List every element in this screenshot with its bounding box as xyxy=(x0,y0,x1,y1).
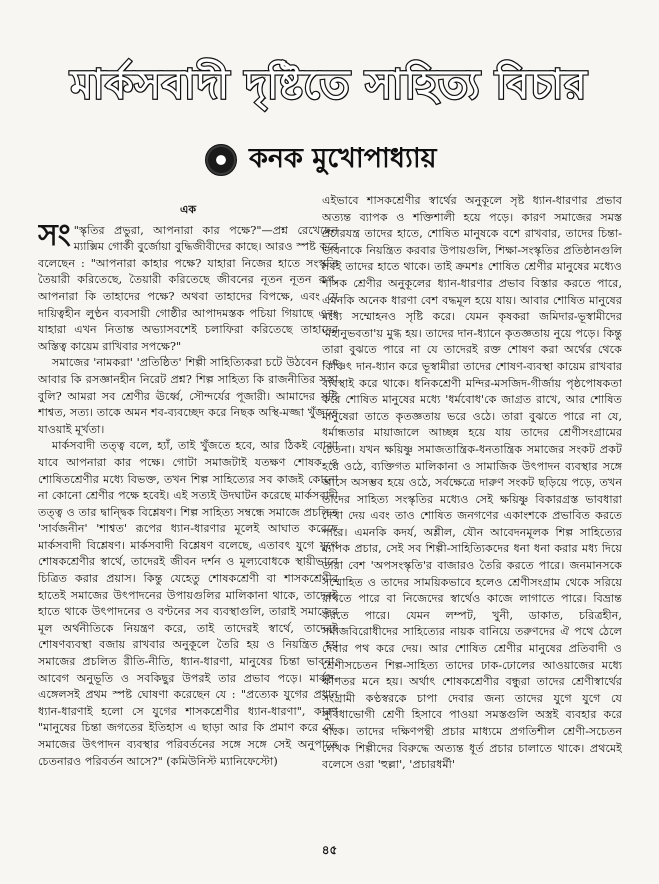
page-number: ৪৫ xyxy=(321,843,338,857)
left-paragraph-3: মার্কসবাদী তত্ত্ব বলে, হ্যাঁ, তাই খুঁজতে হবে, আর ঠিকই বোঝা যাবে আপনারা কার পক্ষে। গোটা সমাজটাই যতক্ষণ শোষক ও শোষিতশ্রেণীর মধ্যে বিভক্ত, তখন শিল্প সাহিত্যের সব কাজই কোনো না কোনো শ্রেণীর পক্ষে হবেই। এই সত্যই উদঘাটন করেছে মার্কসবাদী তত্ত্ব ও তার দ্বান্দ্বিক বিশ্লেষণ। শিল্প সাহিত্য সম্বন্ধে সমাজে প্রচলিত 'সার্বজনীন' 'শাশ্বত' রূপের ধ্যান-ধারণার মূলেই আঘাত করেছে মার্কসবাদী বিশ্লেষণ। মার্কসবাদী বিশ্লেষণ বলেছে, এতাবৎ যুগে যুগে শোষকশ্রেণীর স্বার্থে, তাদেরই জীবন দর্শন ও মূল্যবোধকে স্থায়ীভাবে চিত্রিত করার প্রয়াস। কিন্তু যেহেতু শোষকশ্রেণী বা শাসকশ্রেণীর হাতেই সমাজের উৎপাদনের উপায়গুলির মালিকানা থাকে, তাদেরই হাতে থাকে উৎপাদনের ও বণ্টনের সব ব্যবস্থাগুলি, তারাই সমাজের মূল অর্থনীতিকে নিয়ন্ত্রণ করে, তাই তাদেরই স্বার্থে, তাদেরই শোষণব্যবস্থা বজায় রাখবার অনুকূলে তৈরি হয় ও নিয়ন্ত্রিত হয় সমাজের প্রচলিত রীতি-নীতি, ধ্যান-ধারণা, মানুষের চিন্তা ভাবনা, আবেগ অনুভূতি ও সবকিছুর উপরই তার প্রভাব পড়ে। মার্কস-এঙ্গেলসই প্রথম স্পষ্ট ঘোষণা করেছেন যে : "প্রত্যেক যুগের প্রধান ধ্যান-ধারণাই হলো সে যুগের শাসকশ্রেণীর ধ্যান-ধারণা", কারণ "মানুষের চিন্তা জগতের ইতিহাস এ ছাড়া আর কি প্রমাণ করে যে, সমাজের উৎপাদন ব্যবস্থার পরিবর্তনের সঙ্গে সঙ্গে সেই অনুপাতে চেতনারও পরিবর্তন আসে?" (কমিউনিস্ট ম্যানিফেস্টো) xyxy=(38,439,338,768)
left-column xyxy=(38,202,338,827)
byline-ornament-icon xyxy=(205,144,237,176)
right-paragraph-1: এইভাবে শাসকশ্রেণীর স্বার্থের অনুকূলে সৃষ্ট ধ্যান-ধারণার প্রভাব অত্যন্ত ব্যাপক ও শক্তিশালী হয়ে পড়ে। কারণ সমাজের সমস্ত প্রচারযন্ত্র তাদের হাতে, শোষিত মানুষকে বশে রাখবার, তাদের চিন্তা-ভাবনাকে নিয়ন্ত্রিত করবার উপায়গুলি, শিক্ষা-সংস্কৃতির প্রতিষ্ঠানগুলি সবই তাদের হাতে থাকে। তাই ক্রমশঃ শোষিত শ্রেণীর মানুষের মধ্যেও শাসক শ্রেণীর অনুকূলের ধ্যান-ধারণার প্রভাব বিস্তার করতে পারে, এমনকি অনেক ধারণা বেশ বদ্ধমূল হয়ে যায়। আবার শোষিত মানুষের মধ্যে সম্মোহনও সৃষ্টি করে। যেমন কৃষকরা জমিদার-ভূস্বামীদের 'মহানুভবতা'য় মুগ্ধ হয়। তাদের দান-ধ্যানে কৃতজ্ঞতায় নুয়ে পড়ে। কিন্তু তারা বুঝতে পারে না যে তাদেরই রক্ত শোষণ করা অর্থের থেকে কিঞ্চিৎ দান-ধ্যান করে ভূস্বামীরা তাদের শোষণ-ব্যবস্থা কায়েম রাখবার ব্যবস্থাই করে থাকে। ধনিকশ্রেণী মন্দির-মসজিদ-গীর্জায় পৃষ্ঠপোষকতা করে শোষিত মানুষের মধ্যে 'ধর্মবোধ'কে জাগ্রত রাখে, আর শোষিত মানুষেরা তাতে কৃতজ্ঞতায় ভরে ওঠে। তারা বুঝতে পারে না যে, ধর্মান্ধতার মায়াজালে আচ্ছন্ন হয়ে যায় তাদের শ্রেণীসংগ্রামের চেতনা। যখন ক্ষয়িষ্ণু সমাজতান্ত্রিক-ধনতান্ত্রিক সমাজের সংকট প্রকট হয়ে ওঠে, ব্যক্তিগত মালিকানা ও সামাজিক উৎপাদন ব্যবস্থার সঙ্গে আসে অসম্ভব হয়ে ওঠে, সর্বক্ষেত্রে দারুণ সংকট ছড়িয়ে পড়ে, তখন তাদের সাহিত্য সংস্কৃতির মধ্যেও সেই ক্ষয়িষ্ণু বিকারগ্রস্ত ভাবধারা দেখা দেয় এবং তাও শোষিত জনগণের একাংশকে প্রভাবিত করতে পারে। এমনকি কদর্য, অশ্লীল, যৌন আবেদনমূলক শিল্প সাহিত্যের ব্যাপক প্রচার, সেই সব শিল্পী-সাহিত্যিকদের ধনা ধনা করার মধ্য দিয়ে তারা বেশ 'অপসংস্কৃতি'র বাজারও তৈরি করতে পারে। জনমানসকে সম্মোহিত ও তাদের সাময়িকভাবে হলেও শ্রেণীসংগ্রাম থেকে সরিয়ে রাখতে পারে বা নিজেদের স্বার্থেও কাজে লাগাতে পারে। বিভ্রান্ত করতে পারে। যেমন লম্পট, খুনী, ডাকাত, চরিত্রহীন, সমাজবিরোধীদের সাহিত্যের নায়ক বানিয়ে তরুণদের ঐ পথে ঠেলে দেবার পথ করে দেয়। আর শোষিত শ্রেণীর মানুষের প্রতিবাদী ও শ্রেণীসচেতন শিল্প-সাহিত্য তাদের ঢাক-ঢোলের আওয়াজের মধ্যে ক্ষীণতর মনে হয়। অর্থাৎ শোষকশ্রেণীর বন্ধুরা তাদের শ্রেণীস্বার্থের সংগ্রামী কণ্ঠস্বরকে চাপা দেবার জন্য তাদের যুগে যুগে যে সুবিধাভোগী শ্রেণী হিসাবে পাওয়া সমস্তগুলি অস্ত্রই ব্যবহার করে থাকে। তাদের দক্ষিণপন্থী প্রচার মাধ্যমে প্রগতিশীল শ্রেণী-সচেতন লেখক শিল্পীদের বিরুদ্ধে অত্যন্ত ধূর্ত প্রচার চালাতে থাকে। প্রথমেই বলেসে ওরা 'হুল্লা', 'প্রচারধর্মী' xyxy=(322,194,622,772)
article-title: মার্কসবাদী দৃষ্টিতে সাহিত্য বিচার xyxy=(70,61,588,108)
right-column xyxy=(322,193,622,839)
author-name: কনক মুখোপাধ্যায় xyxy=(249,142,437,174)
drop-cap: সং xyxy=(38,217,71,253)
section-number: এক xyxy=(179,203,197,216)
byline xyxy=(205,140,437,180)
title-banner xyxy=(38,55,620,117)
left-paragraph-1 xyxy=(38,217,338,356)
left-paragraph-1-text: "স্কৃতির প্রভুরা, আপনারা কার পক্ষে?"—প্রশ্ন রেখেছেন ম্যাক্সিম গোর্কী বুর্জোয়া বুদ্ধিজীবীদের কাছে। আরও স্পষ্ট করে বলেছেন : "আপনারা কাহার পক্ষে? যাহারা নিজের হাতে সংস্কৃতি তৈয়ারী করিতেছে, তৈয়ারী করিতেছে জীবনের নূতন নূতন রূপ, আপনারা কি তাহাদের পক্ষে? অথবা তাহাদের বিপক্ষে, এবং যে দায়িত্বহীন লুণ্ঠন ব্যবসায়ী গোষ্ঠীর আপাদমস্তক পচিয়া গিয়াছে এবং যাহারা এখন নিতান্ত অভ্যাসবশেই চলাফিরা করিতেছে তাহাদের অস্তিত্ব কায়েম রাখিবার সপক্ষে?" xyxy=(38,223,338,353)
left-paragraph-2: সমাজের 'নামকরা' 'প্রতিষ্ঠিত' শিল্পী সাহিত্যিকরা চটে উঠবেন : এ আবার কি রসজ্ঞানহীন নিরেট প্রশ্ন? শিল্প সাহিত্য কি রাজনীতির সস্তা বুলি? আমরা সব শ্রেণীর ঊর্ধ্বে, সৌন্দর্যের পূজারী। আমাদের সৃষ্টি শাশ্বত, সত্য। তাকে অমন শব-ব্যবচ্ছেদ করে নিছক অস্থি-মজ্জা খুঁজতে যাওয়াই মূর্খতা। xyxy=(38,356,338,436)
